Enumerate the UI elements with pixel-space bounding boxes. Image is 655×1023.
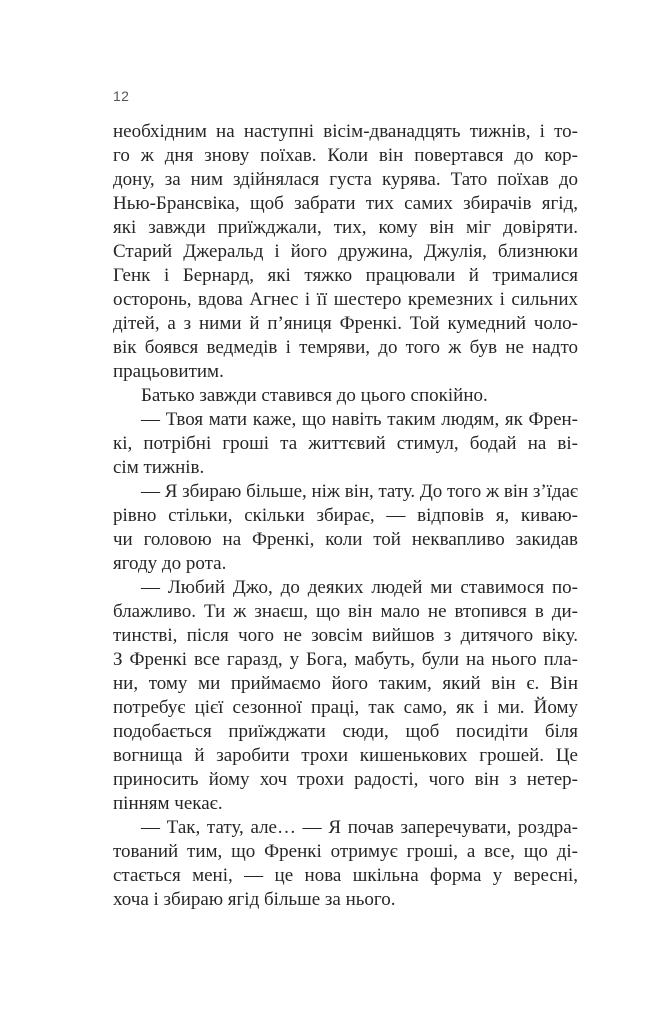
text-line: тований тим, що Френкі отримує гроші, а все, що ді-: [113, 841, 578, 862]
text-line: — Я збираю більше, ніж він, тату. До того ж він з’їдає: [141, 481, 578, 502]
text-line: — Так, тату, але… — Я почав заперечувати, роздра-: [141, 817, 578, 838]
text-line: вогнища й заробити трохи кишенькових грошей. Це: [113, 745, 578, 766]
text-line: Генк і Бернард, які тяжко працювали й трималися: [113, 265, 578, 286]
text-line: Батько завжди ставився до цього спокійно.: [141, 385, 488, 406]
paragraph: [113, 480, 578, 576]
text-line: блажливо. Ти ж знаєш, що він мало не втопився в ди-: [113, 601, 578, 622]
text-line: рівно стільки, скільки збирає, — відповів я, киваю-: [113, 505, 578, 526]
text-line: вік боявся ведмедів і темряви, до того ж був не надто: [113, 337, 578, 358]
paragraph: [113, 408, 578, 480]
text-line: кі, потрібні гроші та життєвий стимул, бодай на ві-: [113, 433, 578, 454]
text-block: [113, 120, 578, 912]
text-line: дітей, а з ними й п’яниця Френкі. Той кумедний чоло-: [113, 313, 578, 334]
text-line: стається мені, — це нова шкільна форма у вересні,: [113, 865, 578, 886]
text-line: працьовитим.: [113, 361, 224, 382]
text-line: — Любий Джо, до деяких людей ми ставимося по-: [141, 577, 578, 598]
text-line: які завжди приїжджали, тих, кому він міг довіряти.: [113, 217, 578, 238]
text-line: Нью-Брансвіка, щоб забрати тих самих збирачів ягід,: [113, 193, 578, 214]
text-line: ягоду до рота.: [113, 553, 227, 574]
paragraph: [113, 120, 578, 384]
text-line: З Френкі все гаразд, у Бога, мабуть, були на нього пла-: [113, 649, 578, 670]
text-line: сім тижнів.: [113, 457, 205, 478]
text-line: ни, тому ми приймаємо його таким, який він є. Він: [113, 673, 578, 694]
text-line: осторонь, вдова Агнес і її шестеро кремезних і сильних: [113, 289, 578, 310]
text-line: хоча і збираю ягід більше за нього.: [113, 889, 396, 910]
text-line: дону, за ним здійнялася густа курява. Тато поїхав до: [113, 169, 578, 190]
text-line: го ж дня знову поїхав. Коли він повертався до кор-: [113, 145, 578, 166]
text-line: потребує цієї сезонної праці, так само, як і ми. Йому: [113, 697, 578, 718]
paragraph: [113, 384, 578, 408]
text-line: — Твоя мати каже, що навіть таким людям, як Френ-: [141, 409, 578, 430]
text-line: чи головою на Френкі, коли той неквапливо закидав: [113, 529, 578, 550]
text-line: Старий Джеральд і його дружина, Джулія, близнюки: [113, 241, 578, 262]
text-line: пінням чекає.: [113, 793, 223, 814]
page-number: 12: [113, 88, 130, 104]
text-line: необхідним на наступні вісім-дванадцять тижнів, і то-: [113, 121, 578, 142]
paragraph: [113, 576, 578, 816]
text-line: приносить йому хоч трохи радості, чого він з нетер-: [113, 769, 578, 790]
paragraph: [113, 816, 578, 912]
text-line: подобається приїжджати сюди, щоб посидіти біля: [113, 721, 578, 742]
text-line: тинстві, після чого не зовсім вийшов з дитячого віку.: [113, 625, 578, 646]
